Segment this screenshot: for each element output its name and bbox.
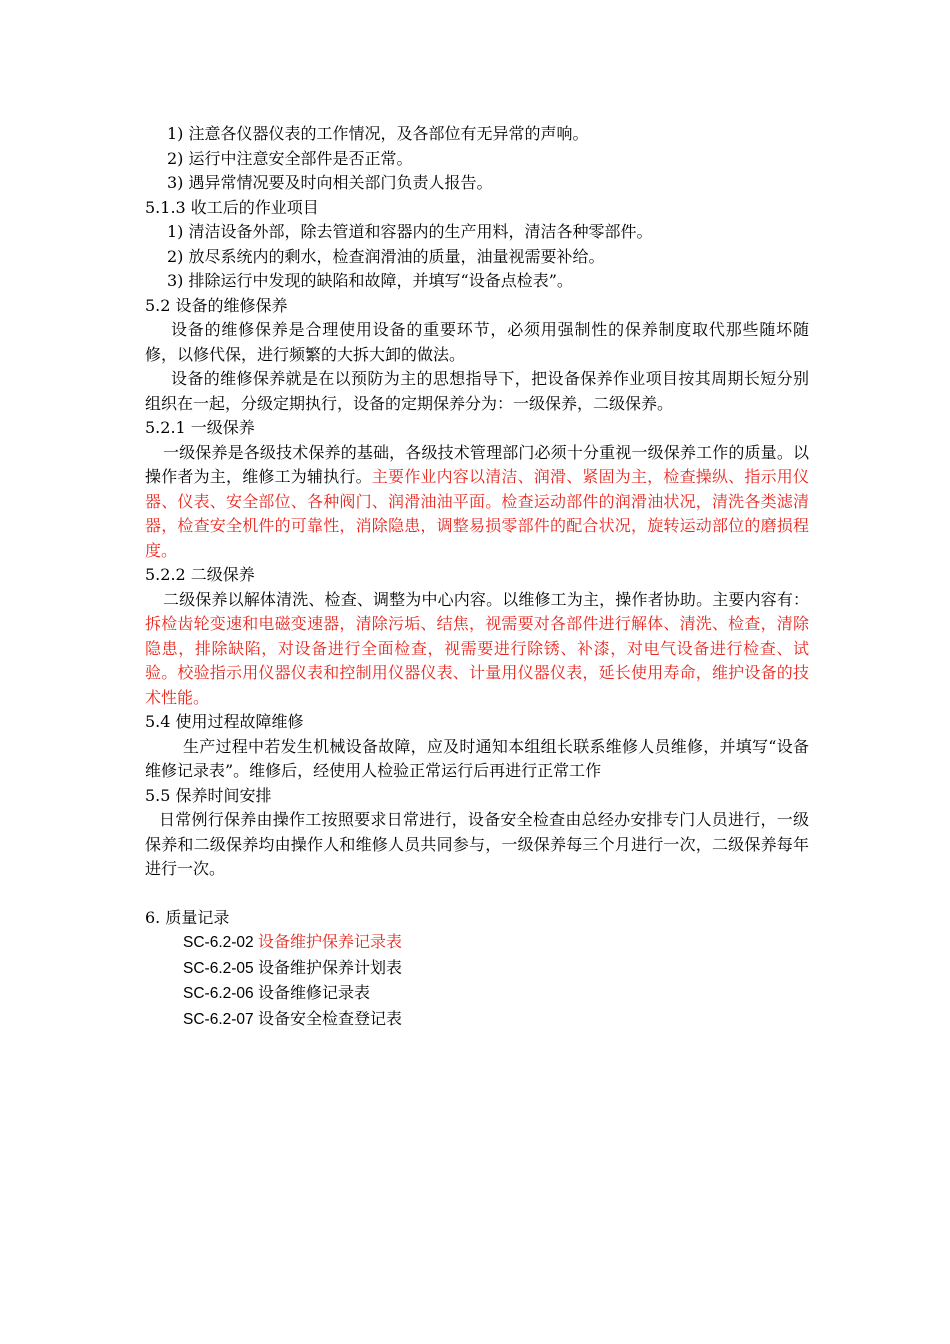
- record-item: [145, 1007, 809, 1033]
- paragraph: 日常例行保养由操作工按照要求日常进行，设备安全检查由总经办安排专门人员进行，一级保养和二级保养均由操作人和维修人员共同参与，一级保养每三个月进行一次，二级保养每年进行一次。: [145, 810, 809, 878]
- paragraph: [145, 441, 809, 564]
- record-code: SC-6.2-07: [183, 1010, 254, 1028]
- record-name: 设备维修记录表: [257, 983, 370, 1002]
- section-heading-5-5: 5.5 保养时间安排: [145, 785, 272, 805]
- highlighted-text: 主要作业内容以清洁、润滑、紧固为主，检查操纵、指示用仪器、仪表、安全部位、各种阀门、润滑油油平面。检查运动部件的润滑油状况，清洗各类滤清器，检查安全机件的可靠性，消除隐患，调整易损零部件的配合状况，旋转运动部位的磨损程度。: [145, 467, 809, 560]
- record-name: 设备维护保养记录表: [257, 932, 402, 951]
- record-item: [145, 956, 809, 982]
- list-item: 2) 放尽系统内的剩水，检查润滑油的质量，油量视需要补给。: [167, 246, 605, 266]
- section-heading-5-2-1: 5.2.1 一级保养: [145, 418, 255, 437]
- record-name: 设备安全检查登记表: [257, 1008, 402, 1028]
- section-heading-5-2-2: 5.2.2 二级保养: [145, 565, 255, 584]
- paragraph-text: 二级保养以解体清洗、检查、调整为中心内容。以维修工为主，操作者协助。主要内容有：: [163, 589, 809, 609]
- list-item: 2) 运行中注意安全部件是否正常。: [167, 148, 413, 168]
- section-heading-5-1-3: 5.1.3 收工后的作业项目: [145, 197, 319, 217]
- spacer: [145, 882, 809, 906]
- highlighted-text: 拆检齿轮变速和电磁变速器，清除污垢、结焦，视需要对各部件进行解体、清洗、检查，清除隐患，排除缺陷，对设备进行全面检查，视需要进行除锈、补漆，对电气设备进行检查、试验。校验指示用仪器仪表和控制用仪器仪表、计量用仪器仪表，延长使用寿命，维护设备的技术性能。: [145, 614, 809, 707]
- record-code: SC-6.2-05: [183, 959, 254, 977]
- document-body: [145, 122, 809, 1032]
- section-heading-5-4: 5.4 使用过程故障维修: [145, 712, 304, 731]
- record-list: [145, 930, 809, 1032]
- record-code: SC-6.2-06: [183, 985, 254, 1002]
- paragraph-text: 一级保养是各级技术保养的基础，各级技术管理部门必须十分重视一级保养工作的质量。以操作者为主，维修工为辅执行。: [145, 442, 809, 486]
- list-item: 3) 排除运行中发现的缺陷和故障，并填写“设备点检表”。: [167, 271, 573, 290]
- record-name: 设备维护保养计划表: [257, 957, 402, 977]
- section-heading-6: 6. 质量记录: [145, 907, 230, 927]
- paragraph: [145, 588, 809, 711]
- paragraph: 设备的维修保养就是在以预防为主的思想指导下，把设备保养作业项目按其周期长短分别组织在一起，分级定期执行，设备的定期保养分为：一级保养，二级保养。: [145, 369, 809, 413]
- record-item: [145, 981, 809, 1007]
- section-heading-5-2: 5.2 设备的维修保养: [145, 295, 288, 315]
- paragraph: 生产过程中若发生机械设备故障，应及时通知本组组长联系维修人员维修，并填写“设备维修记录表”。维修后，经使用人检验正常运行后再进行正常工作: [145, 736, 809, 780]
- paragraph: 设备的维修保养是合理使用设备的重要环节，必须用强制性的保养制度取代那些随坏随修，以修代保，进行频繁的大拆大卸的做法。: [145, 320, 809, 364]
- list-item: 3) 遇异常情况要及时向相关部门负责人报告。: [167, 173, 493, 192]
- record-code: SC-6.2-02: [183, 934, 254, 951]
- list-item: 1) 清洁设备外部，除去管道和容器内的生产用料，清洁各种零部件。: [167, 222, 653, 241]
- list-item: 1) 注意各仪器仪表的工作情况，及各部位有无异常的声响。: [167, 124, 589, 143]
- record-item: [145, 930, 809, 956]
